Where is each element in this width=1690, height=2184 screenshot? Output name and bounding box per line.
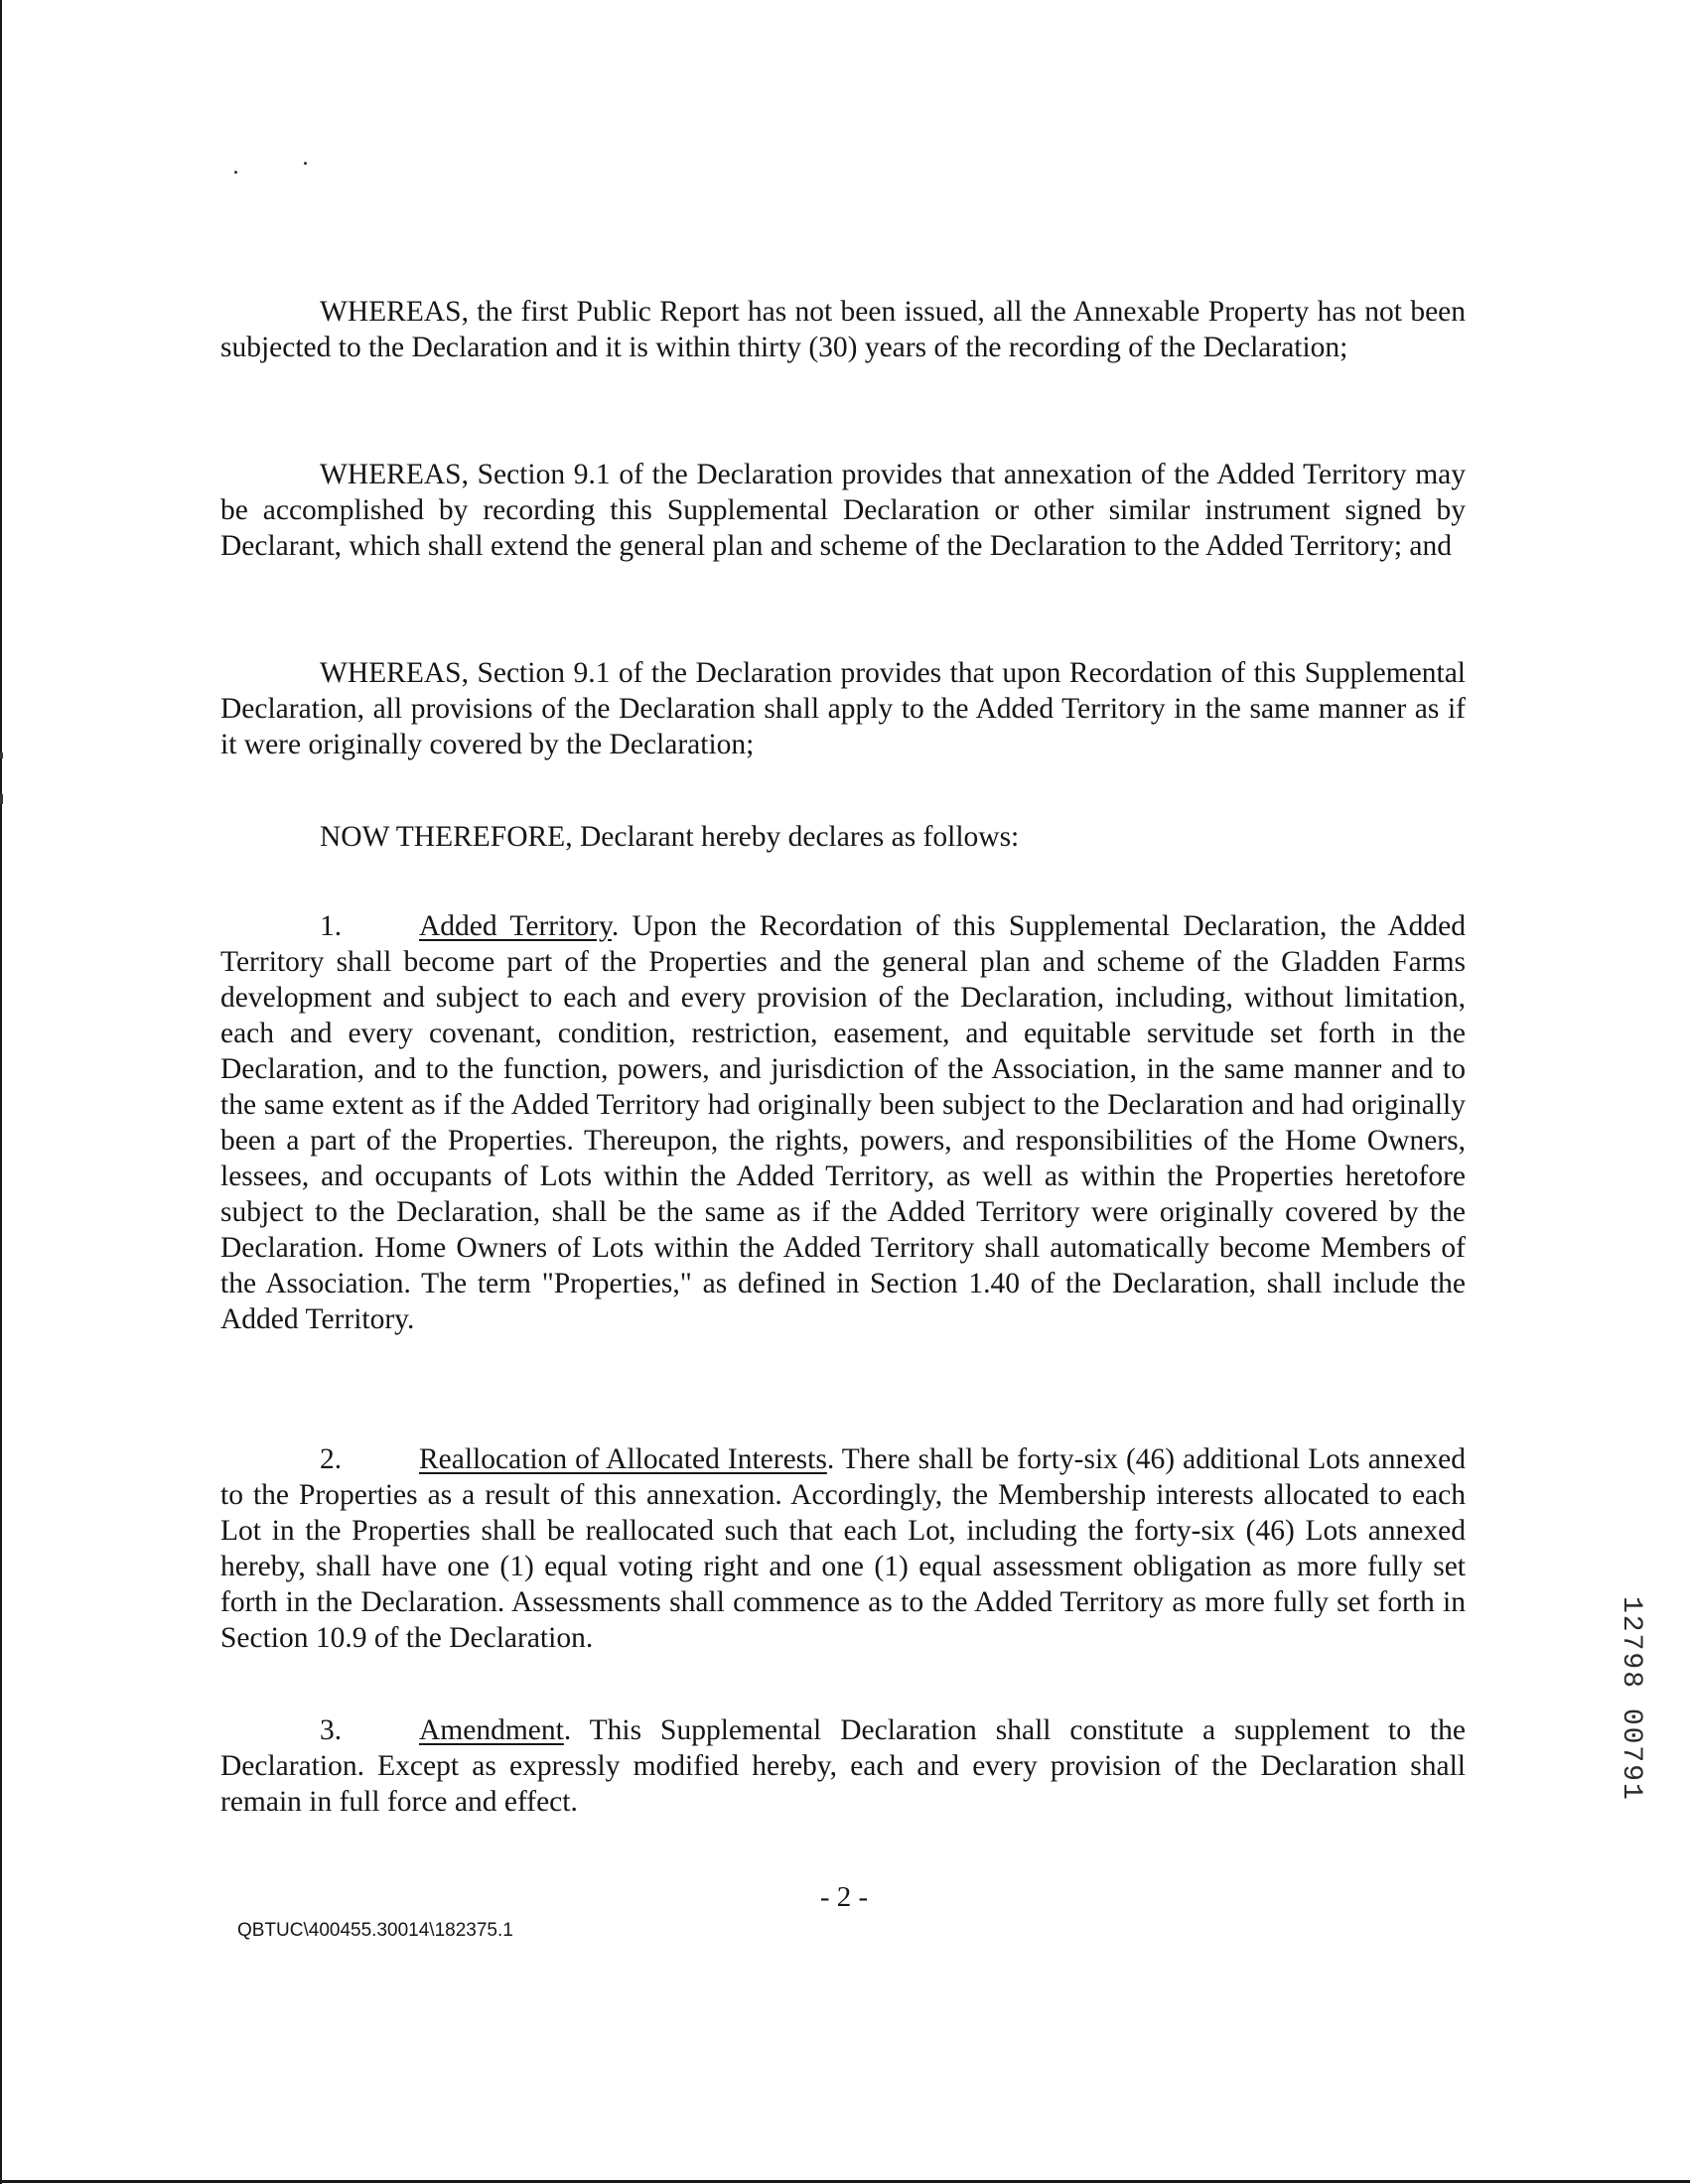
scan-bottom-border — [0, 2180, 1690, 2183]
scan-speck — [304, 162, 307, 165]
section-body: . Upon the Recordation of this Supplemental Declaration, the Added Territory shall become part of the Properties and the general plan and scheme of the Gladden Farms development and subject to each and every provision of the Declaration, including, without limitation, each and every covenant, condition, restriction, easement, and equitable servitude set forth in the Declaration, and to the function, powers, and jurisdiction of the Association, in the same manner and to the same extent as if the Added Territory had originally been subject to the Declaration and had originally been a part of the Properties. Thereupon, the rights, powers, and responsibilities of the Home Owners, lessees, and occupants of Lots within the Added Territory, as well as within the Properties heretofore subject to the Declaration, shall be the same as if the Added Territory were originally covered by the Declaration. Home Owners of Lots within the Added Territory shall automatically become Members of the Association. The term "Properties," as defined in Section 1.40 of the Declaration, shall include the Added Territory. — [220, 910, 1466, 1335]
whereas-paragraph-1: WHEREAS, the first Public Report has not been issued, all the Annexable Property has not been subjected to the Declaration and it is within thirty (30) years of the recording of the Declaration; — [220, 296, 1466, 363]
section-heading: Added Territory — [419, 910, 612, 942]
whereas-paragraph-3: WHEREAS, Section 9.1 of the Declaration provides that upon Recordation of this Supplemental Declaration, all provisions of the Declaration shall apply to the Added Territory in the same manner as if it were originally covered by the Declaration; — [220, 657, 1466, 760]
section-body: . This Supplemental Declaration shall constitute a supplement to the Declaration. Except as expressly modified hereby, each and every provision of the Declaration shall remain in full force and effect. — [220, 1714, 1466, 1818]
section-heading: Reallocation of Allocated Interests — [419, 1443, 827, 1475]
recording-stamp-text: 12798 00791 — [1616, 1596, 1646, 1802]
scan-left-border — [0, 0, 2, 2184]
scan-edge-mark — [0, 794, 3, 804]
section-number: 3. — [320, 1714, 343, 1746]
recording-stamp — [1609, 1596, 1668, 1874]
now-therefore-paragraph: NOW THEREFORE, Declarant hereby declares as follows: — [320, 821, 1020, 853]
section-2-reallocation — [220, 1441, 1466, 1656]
section-heading: Amendment — [419, 1714, 564, 1746]
page-number: - 2 - — [819, 1881, 869, 1913]
scan-edge-mark — [0, 752, 3, 758]
section-1-added-territory — [220, 908, 1466, 1337]
document-footer-id: QBTUC\400455.30014\182375.1 — [237, 1920, 513, 1941]
section-number: 1. — [320, 910, 343, 942]
scan-speck — [234, 171, 237, 174]
section-3-amendment — [220, 1712, 1466, 1820]
whereas-paragraph-2: WHEREAS, Section 9.1 of the Declaration provides that annexation of the Added Territory may be accomplished by recording this Supplemental Declaration or other similar instrument signed by Declarant, which shall extend the general plan and scheme of the Declaration to the Added Territory; and — [220, 459, 1466, 562]
section-number: 2. — [320, 1443, 343, 1475]
section-body: . There shall be forty-six (46) additional Lots annexed to the Properties as a result of this annexation. Accordingly, the Membership interests allocated to each Lot in the Properties shall be reallocated such that each Lot, including the forty-six (46) Lots annexed hereby, shall have one (1) equal voting right and one (1) equal assessment obligation as more fully set forth in the Declaration. Assessments shall commence as to the Added Territory as more fully set forth in Section 10.9 of the Declaration. — [220, 1443, 1466, 1654]
